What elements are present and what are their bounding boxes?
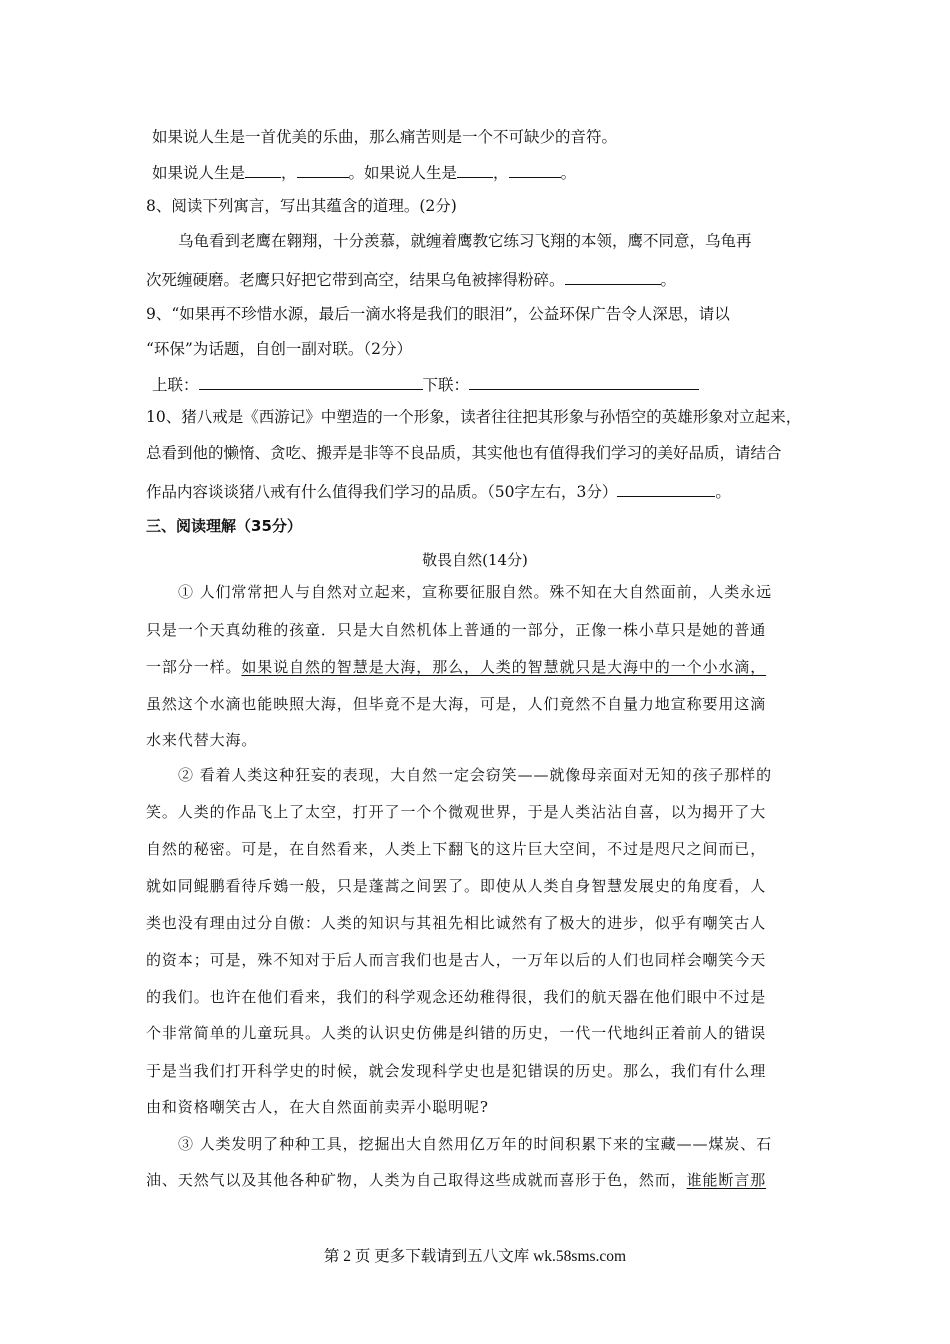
underlined-sentence: 如果说自然的智慧是大海，那么，人类的智慧就只是大海中的一个小水滴， (241, 658, 767, 676)
q10-line3 (146, 480, 816, 502)
q9-lower-label: 下联： (422, 376, 470, 394)
q9-couplet-line (152, 373, 822, 395)
q8-fable-line1: 乌龟看到老鹰在翱翔，十分羡慕，就缠着鹰教它练习飞翔的本领，鹰不同意，乌龟再 (178, 232, 752, 250)
article-line: 于是当我们打开科学史的时候，就会发现科学史也是犯错误的历史。那么，我们有什么理 (146, 1062, 767, 1080)
answer-blank[interactable] (617, 480, 715, 497)
article-line (146, 1170, 816, 1190)
answer-blank[interactable] (509, 161, 561, 178)
article-line: 只是一个天真幼稚的孩童．只是大自然机体上普通的一部分，正像一株小草只是她的普通 (146, 621, 767, 639)
q8-fable-line2 (146, 268, 816, 290)
q7-fill-line (152, 161, 822, 183)
article-line: 就如同鲲鹏看待斥鴳一般，只是蓬蒿之间罢了。即使从人类自身智慧发展史的角度看，人 (146, 877, 767, 895)
answer-blank[interactable] (297, 161, 349, 178)
q10-line1: 10、猪八戒是《西游记》中塑造的一个形象，读者往往把其形象与孙悟空的英雄形象对立起来， (146, 408, 802, 426)
article-line: 笑。人类的作品飞上了太空，打开了一个个微观世界，于是人类沾沾自喜，以为揭开了大 (146, 803, 767, 821)
article-title: 敬畏自然(14分) (422, 551, 528, 569)
q8-fable-text: 次死缠硬磨。老鹰只好把它带到高空，结果乌龟被摔得粉碎。 (146, 271, 565, 289)
q9-line1: 9、“如果再不珍惜水源，最后一滴水将是我们的眼泪”，公益环保广告令人深思，请以 (146, 305, 730, 323)
lower-couplet-blank[interactable] (469, 373, 699, 390)
q8-end: 。 (660, 271, 677, 289)
article-line: ② 看着人类这种狂妄的表现，大自然一定会窃笑——就像母亲面对无知的孩子那样的 (178, 766, 772, 784)
article-line: 的资本；可是，殊不知对于后人而言我们也是古人，一万年以后的人们也同样会嘲笑今天 (146, 951, 767, 969)
q7-example: 如果说人生是一首优美的乐曲，那么痛苦则是一个不可缺少的音符。 (152, 128, 618, 146)
article-line: 类也没有理由过分自傲：人类的知识与其祖先相比诚然有了极大的进步，似乎有嘲笑古人 (146, 914, 767, 932)
q7-fill-text-a: 如果说人生是 (152, 164, 246, 182)
q7-fill-text-b: 。如果说人生是 (348, 164, 458, 182)
article-line: 由和资格嘲笑古人，在大自然面前卖弄小聪明呢? (146, 1098, 489, 1116)
q10-text: 作品内容谈谈猪八戒有什么值得我们学习的品质。（50字左右，3分） (146, 483, 618, 501)
article-line: ① 人们常常把人与自然对立起来，宣称要征服自然。殊不知在大自然面前，人类永远 (178, 583, 772, 601)
q10-line2: 总看到他的懒惰、贪吃、搬弄是非等不良品质，其实他也有值得我们学习的美好品质，请结合 (146, 444, 782, 462)
article-line: 虽然这个水滴也能映照大海，但毕竟不是大海，可是，人们竟然不自量力地宣称要用这滴 (146, 695, 767, 713)
q7-sep: ， (493, 164, 509, 182)
article-text: 一部分一样。 (146, 658, 242, 676)
q9-line2: “环保”为话题，自创一副对联。（2分） (146, 340, 412, 358)
section-heading: 三、阅读理解（35分） (146, 517, 302, 535)
q7-sep: ， (281, 164, 297, 182)
q7-end: 。 (560, 164, 577, 182)
article-line: 的我们。也许在他们看来，我们的科学观念还幼稚得很，我们的航天器在他们眼中不过是 (146, 988, 767, 1006)
q9-upper-label: 上联： (152, 376, 199, 394)
q8-question: 8、阅读下列寓言，写出其蕴含的道理。(2分) (146, 197, 457, 215)
upper-couplet-blank[interactable] (199, 373, 423, 390)
underlined-sentence: 谁能断言那 (686, 1171, 767, 1189)
article-line: 个非常简单的儿童玩具。人类的认识史仿佛是纠错的历史，一代一代地纠正着前人的错误 (146, 1024, 767, 1042)
article-line: 水来代替大海。 (146, 731, 258, 749)
article-text: 油、天然气以及其他各种矿物，人类为自己取得这些成就而喜形于色，然而， (146, 1171, 687, 1189)
answer-blank[interactable] (245, 161, 281, 178)
answer-blank[interactable] (457, 161, 493, 178)
article-line: 自然的秘密。可是，在自然看来，人类上下翻飞的这片巨大空间，不过是咫尺之间而已， (146, 840, 767, 858)
article-line (146, 657, 816, 677)
page-footer: 第 2 页 更多下载请到五八文库 wk.58sms.com (323, 1248, 627, 1265)
article-line: ③ 人类发明了种种工具，挖掘出大自然用亿万年的时间积累下来的宝藏——煤炭、石 (178, 1135, 772, 1153)
q10-end: 。 (715, 483, 731, 501)
answer-blank[interactable] (565, 268, 661, 285)
